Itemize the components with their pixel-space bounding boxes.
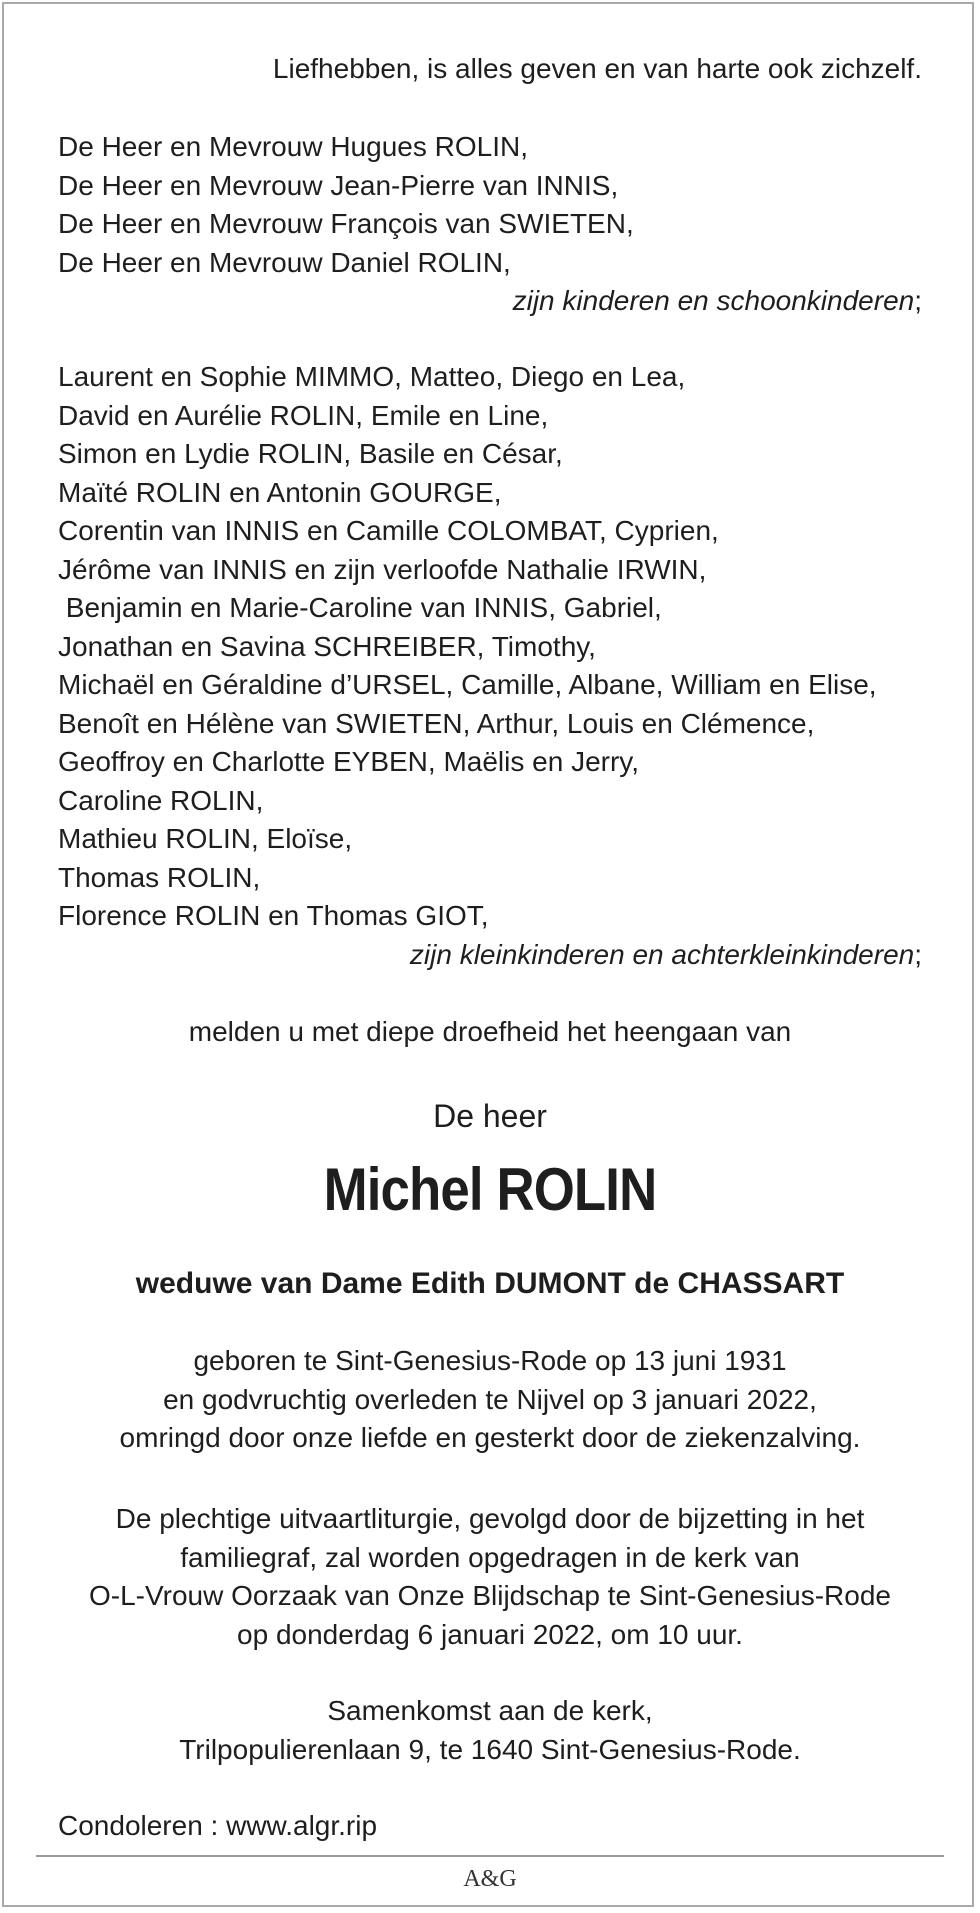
funeral-details xyxy=(0,1500,980,1654)
life-line: en godvruchtig overleden te Nijvel op 3 januari 2022, xyxy=(163,1383,817,1415)
grandchild-line: Laurent en Sophie MIMMO, Matteo, Diego en Lea, xyxy=(58,361,686,392)
children-role: zijn kinderen en schoonkinderen; xyxy=(512,285,922,316)
funeral-line: O-L-Vrouw Oorzaak van Onze Blijdschap te Sint-Genesius-Rode xyxy=(89,1580,891,1611)
grandchildren-role: zijn kleinkinderen en achterkleinkinderen; xyxy=(409,938,922,970)
meeting-line: Trilpopulierenlaan 9, te 1640 Sint-Genesius-Rode. xyxy=(179,1733,801,1765)
grandchildren-list xyxy=(0,358,980,974)
widow-line: weduwe van Dame Edith DUMONT de CHASSART xyxy=(135,1267,845,1300)
deceased-name: Michel ROLIN xyxy=(323,1156,657,1223)
opening-quote: Liefhebben, is alles geven en van harte ook zichzelf. xyxy=(272,53,922,84)
grandchild-line: Thomas ROLIN, xyxy=(58,861,261,893)
children-list xyxy=(0,128,980,321)
grandchild-line: Maïté ROLIN en Antonin GOURGE, xyxy=(58,476,502,508)
life-details xyxy=(0,1342,980,1458)
funeral-line: De plechtige uitvaartliturgie, gevolgd door de bijzetting in het xyxy=(115,1503,865,1534)
grandchild-line: Geoffroy en Charlotte EYBEN, Maëlis en Jerry, xyxy=(58,746,639,777)
grandchild-line: Jonathan en Savina SCHREIBER, Timothy, xyxy=(58,630,596,662)
honorific: De heer xyxy=(433,1098,547,1134)
grandchild-line: David en Aurélie ROLIN, Emile en Line, xyxy=(58,399,549,431)
grandchild-line: Benjamin en Marie-Caroline van INNIS, Gabriel, xyxy=(58,592,662,623)
grandchild-line: Corentin van INNIS en Camille COLOMBAT, Cyprien, xyxy=(58,515,719,546)
child-line: De Heer en Mevrouw François van SWIETEN, xyxy=(58,208,634,239)
announcement: melden u met diepe droefheid het heengaan van xyxy=(188,1016,792,1047)
funeral-line: op donderdag 6 januari 2022, om 10 uur. xyxy=(237,1618,743,1650)
footer-logo: A&G xyxy=(463,1866,517,1892)
funeral-line: familiegraf, zal worden opgedragen in de kerk van xyxy=(180,1541,800,1573)
meeting-line: Samenkomst aan de kerk, xyxy=(327,1695,653,1726)
condolences-link[interactable]: Condoleren : www.algr.rip xyxy=(58,1810,378,1841)
child-line: De Heer en Mevrouw Daniel ROLIN, xyxy=(58,246,511,278)
meeting-details xyxy=(0,1692,980,1769)
life-line: geboren te Sint-Genesius-Rode op 13 juni 1931 xyxy=(193,1345,787,1376)
grandchild-line: Michaël en Géraldine d’URSEL, Camille, Albane, William en Elise, xyxy=(58,669,877,700)
grandchild-line: Benoît en Hélène van SWIETEN, Arthur, Louis en Clémence, xyxy=(58,707,815,739)
life-line: omringd door onze liefde en gesterkt door de ziekenzalving. xyxy=(119,1422,861,1453)
grandchild-line: Simon en Lydie ROLIN, Basile en César, xyxy=(58,438,563,469)
footer-divider xyxy=(36,1855,944,1857)
grandchild-line: Florence ROLIN en Thomas GIOT, xyxy=(58,900,489,931)
grandchild-line: Mathieu ROLIN, Eloïse, xyxy=(58,823,353,854)
grandchild-line: Jérôme van INNIS en zijn verloofde Nathalie IRWIN, xyxy=(58,553,707,585)
child-line: De Heer en Mevrouw Jean-Pierre van INNIS, xyxy=(58,169,619,201)
child-line: De Heer en Mevrouw Hugues ROLIN, xyxy=(58,131,528,162)
grandchild-line: Caroline ROLIN, xyxy=(58,784,264,816)
